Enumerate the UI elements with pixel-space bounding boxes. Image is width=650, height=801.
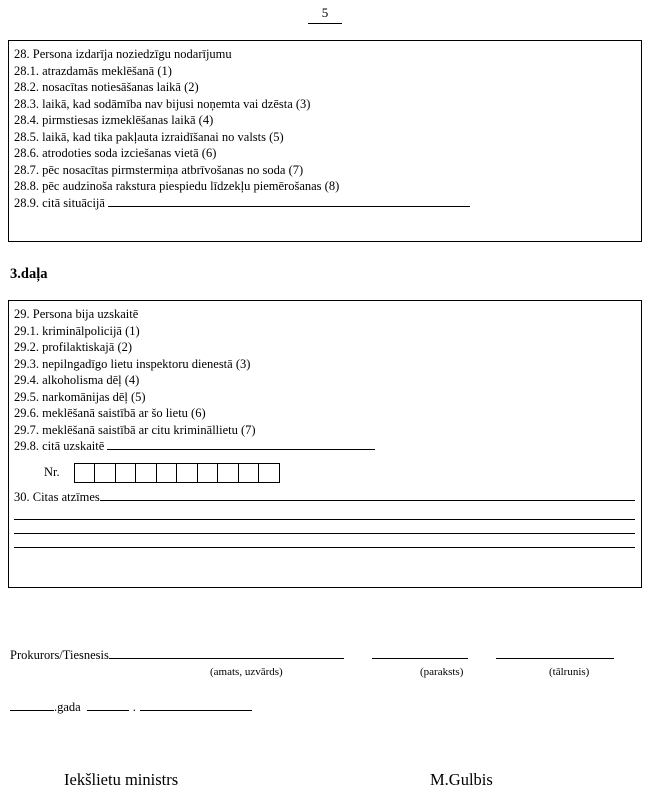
notes-line-3[interactable] bbox=[14, 520, 635, 534]
notes-line-4[interactable] bbox=[14, 534, 635, 548]
nr-row bbox=[44, 462, 635, 484]
section-30-row bbox=[14, 489, 635, 506]
date-row bbox=[10, 700, 252, 715]
nr-digit-box[interactable] bbox=[258, 463, 280, 483]
nr-digit-box[interactable] bbox=[135, 463, 157, 483]
nr-digit-box[interactable] bbox=[74, 463, 96, 483]
item-29-5: 29.5. narkomānijas dēļ (5) bbox=[14, 389, 146, 404]
gada-label: .gada bbox=[54, 700, 81, 714]
nr-digit-box[interactable] bbox=[238, 463, 260, 483]
signature-row bbox=[10, 648, 642, 663]
item-28-7: 28.7. pēc nosacītas pirmstermiņa atbrīvošanas no soda (7) bbox=[14, 162, 304, 177]
item-29-2: 29.2. profilaktiskajā (2) bbox=[14, 340, 133, 354]
item-28-4: 28.4. pirmstiesas izmeklēšanas laikā (4) bbox=[14, 113, 214, 127]
page-number-wrap bbox=[0, 5, 650, 24]
notes-line-1[interactable] bbox=[100, 490, 635, 501]
fill-in-line-29-8[interactable] bbox=[107, 439, 375, 450]
nr-label: Nr. bbox=[44, 465, 60, 479]
page-number: 5 bbox=[308, 5, 343, 24]
section-29-title: 29. Persona bija uzskaitē bbox=[14, 307, 139, 321]
nr-boxes bbox=[74, 463, 281, 483]
item-29-6: 29.6. meklēšanā saistībā ar šo lietu (6) bbox=[14, 406, 206, 420]
item-28-5: 28.5. laikā, kad tika pakļauta izraidīšanai no valsts (5) bbox=[14, 129, 284, 144]
item-28-6: 28.6. atrodoties soda izciešanas vietā (6) bbox=[14, 146, 217, 160]
item-29-8 bbox=[14, 438, 635, 455]
phone-fill-line[interactable] bbox=[496, 648, 614, 659]
item-28-2: 28.2. nosacītas notiesāšanas laikā (2) bbox=[14, 80, 199, 94]
nr-digit-box[interactable] bbox=[94, 463, 116, 483]
item-28-9 bbox=[14, 195, 635, 212]
section-30-label: 30. Citas atzīmes bbox=[14, 489, 100, 504]
item-29-3: 29.3. nepilngadīgo lietu inspektoru dienestā (3) bbox=[14, 356, 251, 371]
item-28-8: 28.8. pēc audzinoša rakstura piespiedu līdzekļu piemērošanas (8) bbox=[14, 179, 340, 193]
item-29-7: 29.7. meklēšanā saistībā ar citu krimināllietu (7) bbox=[14, 422, 256, 437]
amats-caption: (amats, uzvārds) bbox=[210, 666, 283, 678]
nr-digit-box[interactable] bbox=[176, 463, 198, 483]
day-fill-line[interactable] bbox=[87, 700, 129, 711]
talrunis-caption: (tālrunis) bbox=[549, 666, 590, 678]
month-fill-line[interactable] bbox=[140, 700, 252, 711]
signature-captions bbox=[0, 666, 650, 680]
paraksts-caption: (paraksts) bbox=[420, 666, 464, 678]
nr-digit-box[interactable] bbox=[217, 463, 239, 483]
fill-in-line-28-9[interactable] bbox=[108, 196, 470, 207]
minister-title: Iekšlietu ministrs bbox=[64, 770, 179, 789]
item-29-1: 29.1. kriminālpolicijā (1) bbox=[14, 323, 140, 338]
minister-name: M.Gulbis bbox=[430, 770, 493, 789]
dot-separator: . bbox=[132, 700, 136, 714]
section-29-box bbox=[8, 300, 642, 588]
item-28-1: 28.1. atrazdamās meklēšanā (1) bbox=[14, 63, 172, 78]
nr-digit-box[interactable] bbox=[115, 463, 137, 483]
section-28-box bbox=[8, 40, 642, 242]
part-3-heading: 3.daļa bbox=[10, 266, 48, 282]
name-fill-line[interactable] bbox=[109, 648, 344, 659]
item-28-9-label: 28.9. citā situācijā bbox=[14, 195, 105, 210]
nr-digit-box[interactable] bbox=[197, 463, 219, 483]
notes-line-2[interactable] bbox=[14, 506, 635, 520]
signature-fill-line[interactable] bbox=[372, 648, 468, 659]
prokurors-label: Prokurors/Tiesnesis bbox=[10, 648, 109, 662]
item-29-4: 29.4. alkoholisma dēļ (4) bbox=[14, 373, 140, 387]
item-28-3: 28.3. laikā, kad sodāmība nav bijusi noņemta vai dzēsta (3) bbox=[14, 96, 311, 111]
year-fill-line[interactable] bbox=[10, 700, 54, 711]
nr-digit-box[interactable] bbox=[156, 463, 178, 483]
item-29-8-label: 29.8. citā uzskaitē bbox=[14, 439, 105, 453]
section-28-title: 28. Persona izdarīja noziedzīgu nodarījumu bbox=[14, 47, 232, 61]
